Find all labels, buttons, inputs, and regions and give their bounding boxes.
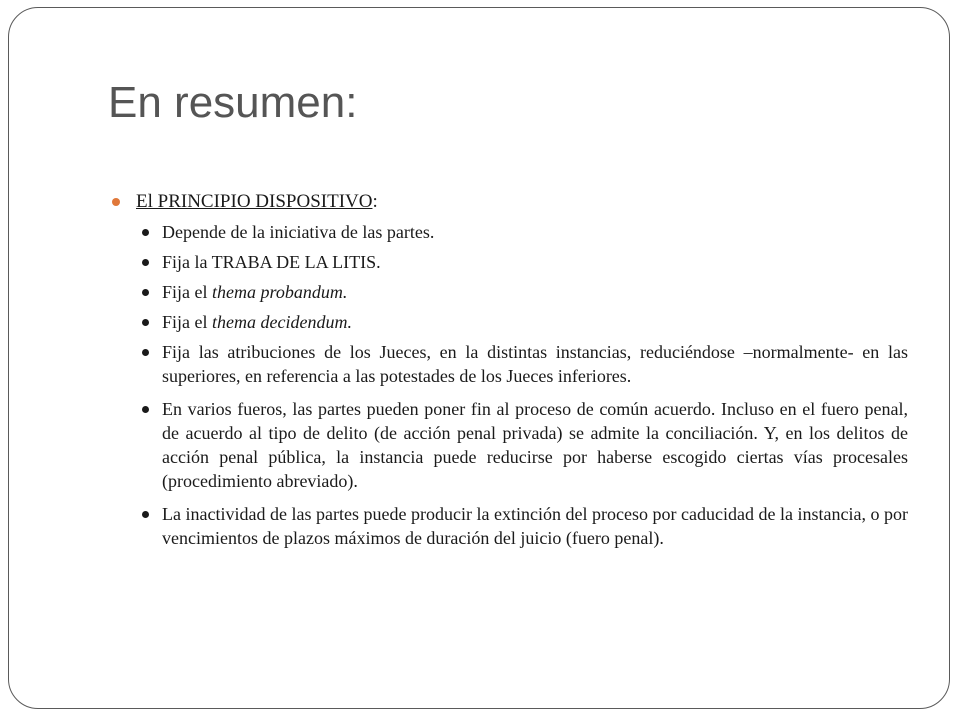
list-item (112, 502, 908, 550)
dot-bullet-icon (142, 511, 149, 518)
list-item (112, 250, 908, 274)
list-item-text: La inactividad de las partes puede producir la extinción del proceso por caducidad de la instancia, o por vencimientos de plazos máximos de duración del juicio (fuero penal). (162, 504, 908, 548)
list-item-text: Fija la TRABA DE LA LITIS. (162, 252, 381, 272)
bullet-principio-dispositivo (112, 190, 908, 214)
list-item (112, 220, 908, 244)
list-item (112, 340, 908, 388)
list-item-text: Fija las atribuciones de los Jueces, en la distintas instancias, reduciéndose –normalmente- en las superiores, en referencia a las potestades de los Jueces inferiores. (162, 342, 908, 386)
list-item (112, 280, 908, 304)
list-item-emphasis: thema probandum. (212, 282, 348, 302)
dot-bullet-icon (142, 406, 149, 413)
slide-title: En resumen: (108, 78, 358, 127)
list-item (112, 397, 908, 493)
heading-text: El PRINCIPIO DISPOSITIVO (136, 191, 373, 212)
dot-bullet-icon (142, 349, 149, 356)
dot-bullet-icon (142, 259, 149, 266)
list-item-prefix: Fija el (162, 312, 212, 332)
orange-bullet-icon (112, 198, 120, 206)
list-item-prefix: Fija el (162, 282, 212, 302)
dot-bullet-icon (142, 319, 149, 326)
list-item (112, 310, 908, 334)
dot-bullet-icon (142, 289, 149, 296)
heading-colon: : (372, 191, 378, 212)
list-item-emphasis: thema decidendum. (212, 312, 352, 332)
slide-content (112, 190, 908, 550)
list-item-text: En varios fueros, las partes pueden poner fin al proceso de común acuerdo. Incluso en el fuero penal, de acuerdo al tipo de delito (de acción penal privada) se admite la conciliación. Y, en los delitos de acción penal pública, la instancia puede reducirse por haberse escogido ciertas vías procesales (procedimiento abreviado). (162, 399, 908, 491)
list-item-text: Depende de la iniciativa de las partes. (162, 222, 435, 242)
dot-bullet-icon (142, 229, 149, 236)
